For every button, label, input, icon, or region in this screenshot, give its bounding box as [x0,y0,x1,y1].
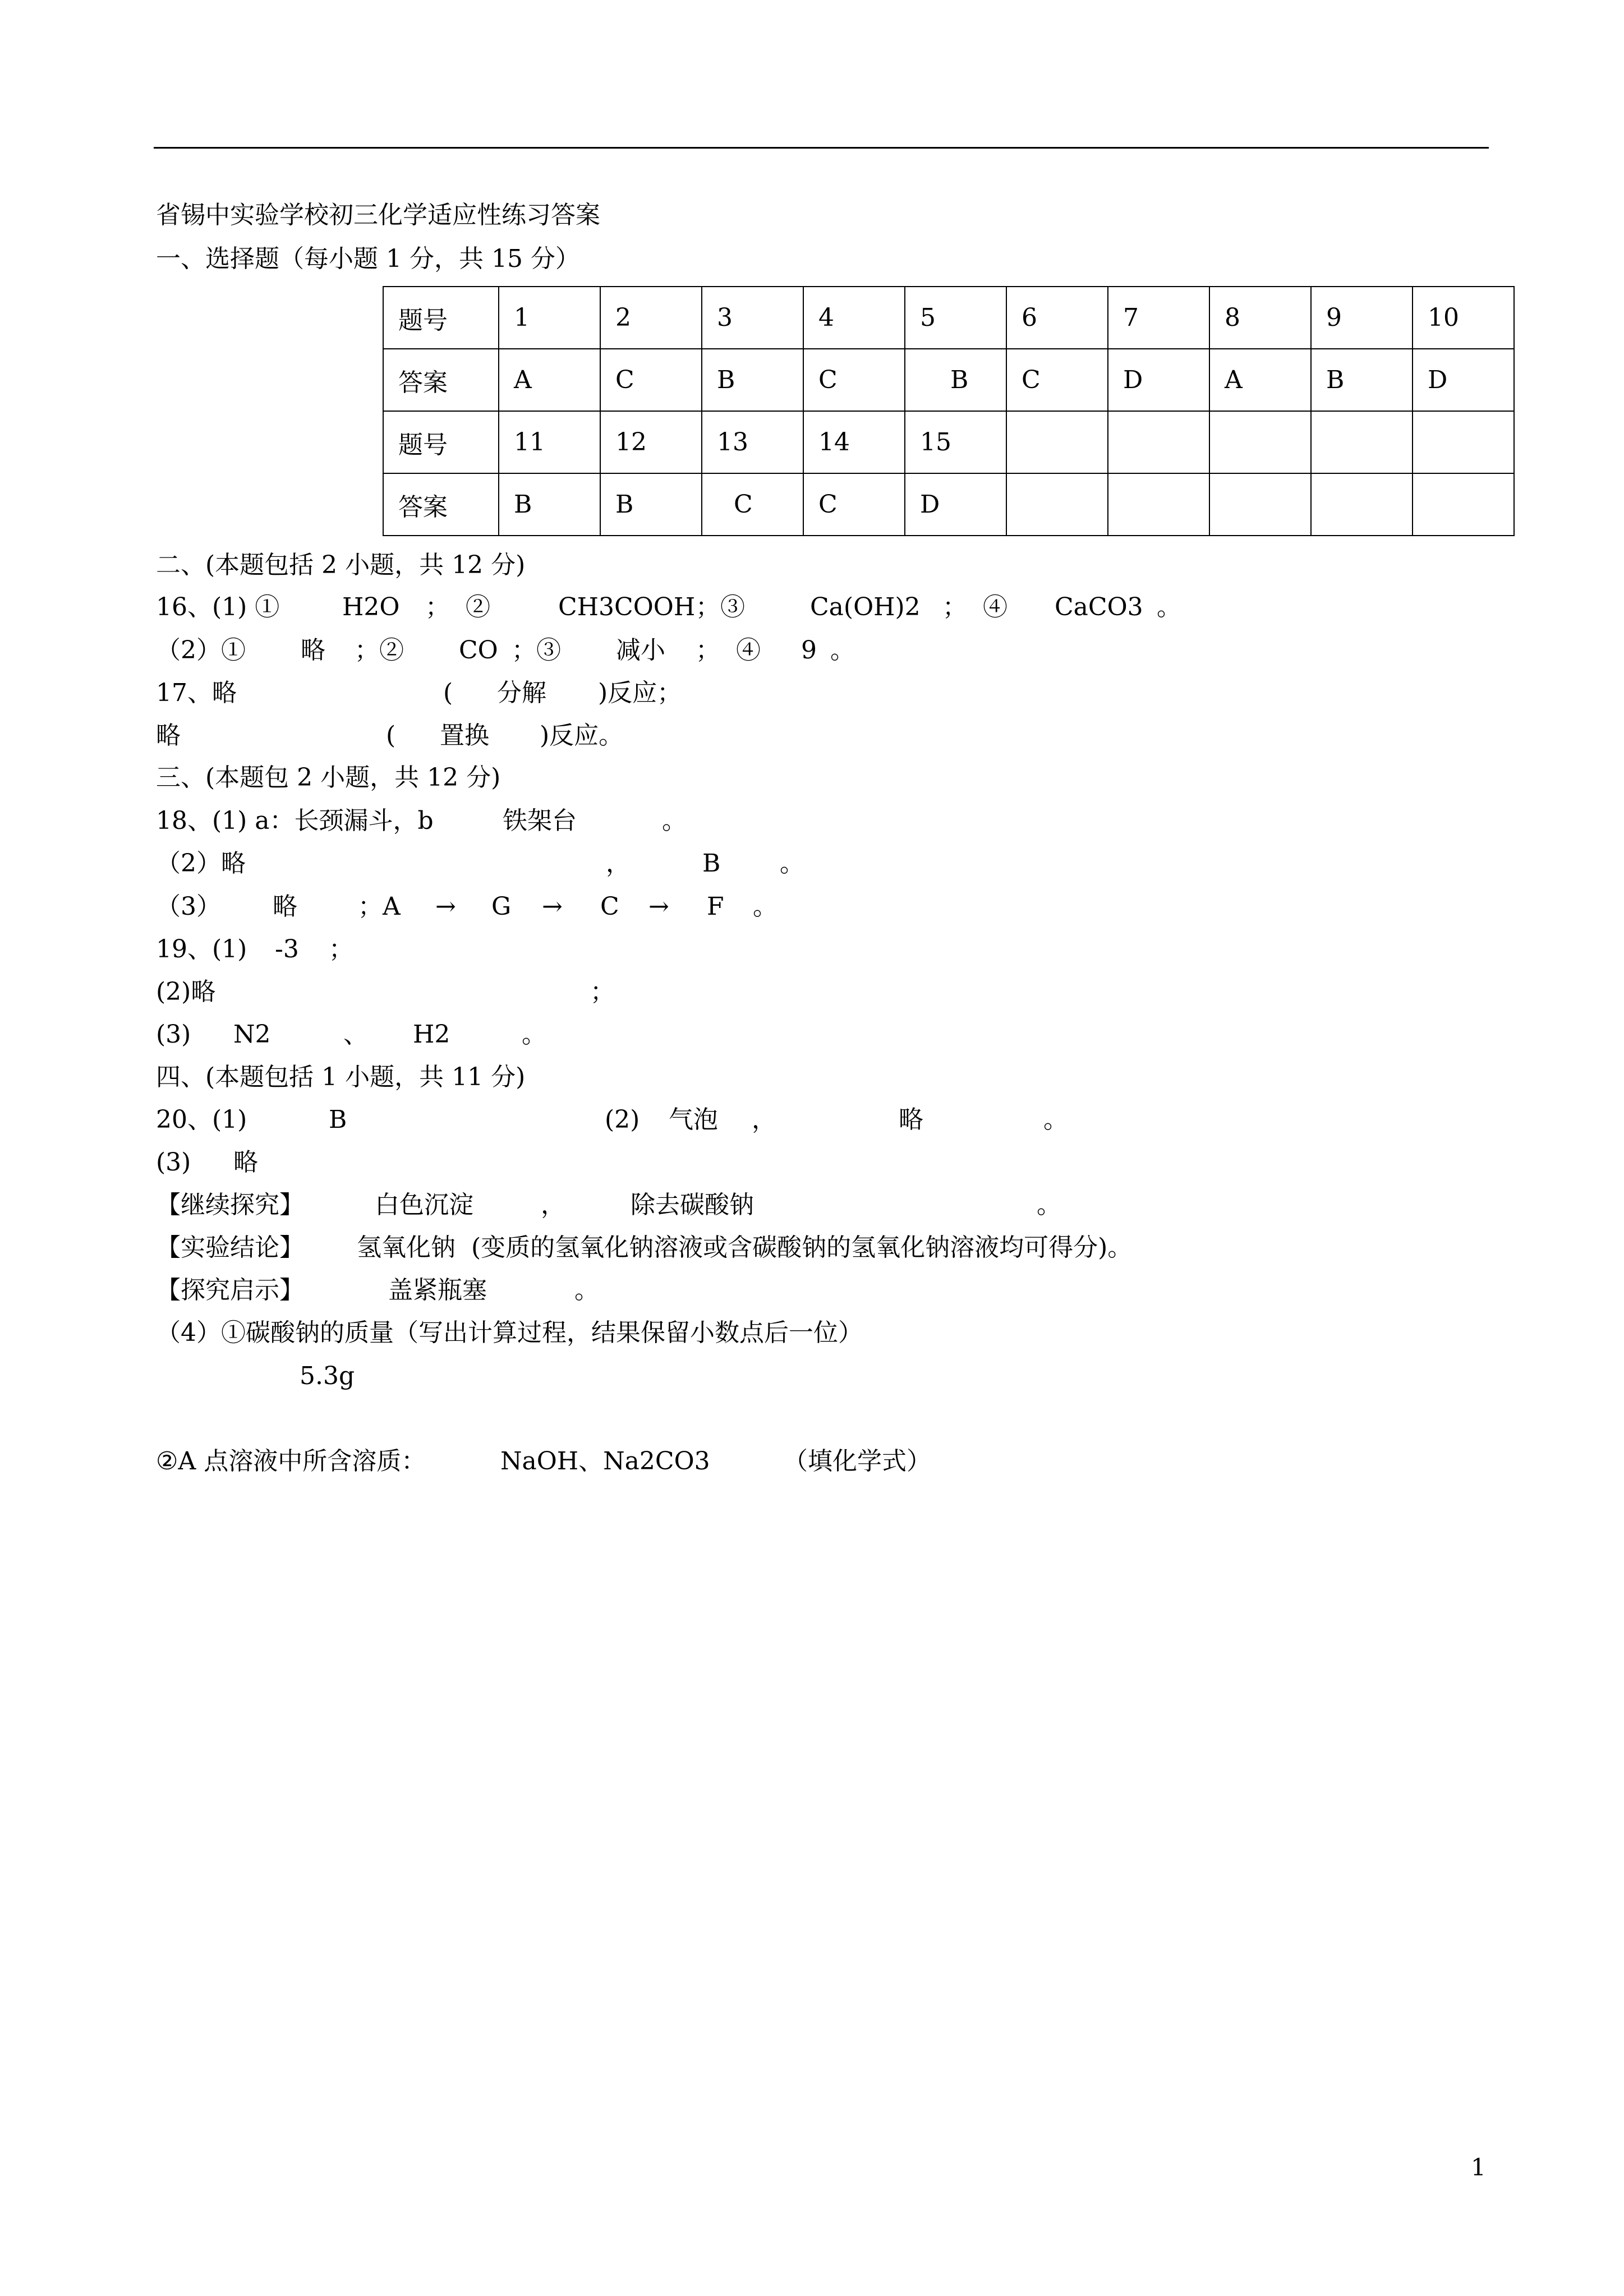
table-cell: B [600,473,702,536]
q16-2-answer4: 9 [801,636,817,665]
table-cell [1413,473,1514,536]
q16-1-answer3: Ca(OH)2 [810,593,921,621]
table-cell: 3 [702,287,803,349]
section3-heading: 三、(本题包 2 小题，共 12 分) [156,763,501,792]
q17-2-open: ( [386,721,396,750]
q20-4-answer: 5.3g [300,1362,355,1390]
row-label: 题号 [383,287,499,349]
continue-answer1: 白色沉淀 [375,1191,473,1219]
table-row [383,411,1514,473]
q20-2-answer2: 略 [899,1105,923,1134]
table-row [383,473,1514,536]
q16-2-answer1: 略 [301,636,325,665]
table-cell: B [1311,349,1413,411]
table-cell: 5 [905,287,1006,349]
table-cell: C [1006,349,1108,411]
table-cell [1209,411,1311,473]
answer-table [383,286,1515,536]
q18-2-answer: B [702,849,721,878]
table-cell: D [1108,349,1209,411]
q18-3-arrow2: → [542,892,563,921]
q18-3-end: 。 [753,892,778,921]
table-cell: 1 [499,287,600,349]
q17-2-prefix: 略 [156,721,181,750]
q20-2-end: 。 [1043,1105,1068,1134]
q18-3-sep: ；A [358,892,401,921]
conclusion-text: 氢氧化钠 (变质的氢氧化钠溶液或含碳酸钠的氢氧化钠溶液均可得分)。 [357,1233,1133,1262]
q20-4b-answer: NaOH、Na2CO3 [500,1447,710,1476]
q18-1-end: 。 [662,806,687,835]
q19-3-sep: 、 [343,1020,368,1049]
table-cell: 14 [803,411,905,473]
table-cell [1311,473,1413,536]
q16-1-sep3: ； ④ [942,593,1007,621]
q20-3-prefix: (3) [156,1148,191,1177]
table-cell [1006,411,1108,473]
continue-answer2: 除去碳酸钠 [631,1191,754,1219]
q16-2-end: 。 [830,636,855,665]
q17-1-close: )反应； [598,679,682,707]
q20-3-answer: 略 [233,1148,258,1177]
table-cell: D [1413,349,1514,411]
table-cell: C [803,349,905,411]
document-title: 省锡中实验学校初三化学适应性练习答案 [156,201,600,229]
section1-heading: 一、选择题（每小题 1 分，共 15 分） [156,245,580,273]
table-cell: B [499,473,600,536]
q19-2-end: ； [590,978,615,1006]
q18-3-prefix: （3） [156,892,221,921]
q20-4b-prefix: ②A 点溶液中所含溶质： [156,1447,426,1476]
q20-1-answer1: B [329,1105,347,1134]
row-label: 答案 [383,349,499,411]
q18-3-f: F [707,892,724,921]
q16-1-sep2: ；③ [696,593,745,621]
q20-2-label: (2) [605,1105,640,1134]
q19-1-answer: -3 [275,935,299,963]
q17-2-close: )反应。 [540,721,624,750]
table-cell: C [803,473,905,536]
table-cell: A [499,349,600,411]
section4-heading: 四、(本题包括 1 小题，共 11 分) [156,1063,526,1091]
table-cell: C [702,473,803,536]
q16-1-prefix: 16、(1) ① [156,593,280,621]
table-cell: 6 [1006,287,1108,349]
q19-3-end: 。 [522,1020,546,1049]
q19-3-answer1: N2 [233,1020,271,1049]
row-label: 题号 [383,411,499,473]
q16-2-answer3: 减小 [616,636,665,665]
table-cell: 4 [803,287,905,349]
q18-3-arrow3: → [648,892,669,921]
table-row [383,287,1514,349]
table-cell: 7 [1108,287,1209,349]
q18-2-prefix: （2）略 [156,849,246,878]
q20-2-answer: 气泡 [669,1105,718,1134]
q18-3-g: G [491,892,512,921]
table-cell [1209,473,1311,536]
table-cell [1311,411,1413,473]
q19-1-prefix: 19、(1) [156,935,247,963]
q18-3-c: C [600,892,619,921]
q16-1-answer1: H2O [342,593,400,621]
table-cell: A [1209,349,1311,411]
q18-1-prefix: 18、(1) a：长颈漏斗，b [156,806,434,835]
q19-2-prefix: (2)略 [156,978,216,1006]
table-cell: 9 [1311,287,1413,349]
continue-label: 【继续探究】 [156,1191,304,1219]
table-cell: 15 [905,411,1006,473]
q17-1-open: ( [443,679,453,707]
insight-answer: 盖紧瓶塞 [388,1276,487,1304]
continue-comma: ， [541,1191,565,1219]
q16-2-prefix: （2）① [156,636,246,665]
table-row [383,349,1514,411]
table-cell: C [600,349,702,411]
table-cell: B [905,349,1006,411]
section2-heading: 二、(本题包括 2 小题，共 12 分) [156,551,526,579]
table-cell [1413,411,1514,473]
q17-1-answer: 分解 [497,679,546,707]
table-cell [1108,411,1209,473]
row-label: 答案 [383,473,499,536]
q16-2-answer2: CO [459,636,498,665]
q16-1-sep1: ； ② [425,593,490,621]
q16-2-sep3: ； ④ [696,636,761,665]
q18-1-answer: 铁架台 [503,806,577,835]
table-cell: 13 [702,411,803,473]
q19-1-end: ； [329,935,353,963]
table-cell [1108,473,1209,536]
table-cell: 12 [600,411,702,473]
q18-2-comma: ， [606,849,631,878]
q16-2-sep1: ；② [355,636,404,665]
q19-3-answer2: H2 [413,1020,450,1049]
q19-3-prefix: (3) [156,1020,191,1049]
q18-3-arrow1: → [435,892,456,921]
table-cell: B [702,349,803,411]
q16-1-answer2: CH3COOH [558,593,696,621]
q17-2-answer: 置换 [440,721,489,750]
table-cell: 10 [1413,287,1514,349]
conclusion-label: 【实验结论】 [156,1233,304,1262]
q20-4-question: （4）①碳酸钠的质量（写出计算过程，结果保留小数点后一位） [156,1318,863,1347]
insight-end: 。 [574,1276,599,1304]
q18-2-end: 。 [780,849,804,878]
page-number: 1 [1471,2154,1486,2181]
q16-1-answer4: CaCO3 [1055,593,1143,621]
q16-2-sep2: ；③ [512,636,561,665]
table-cell: D [905,473,1006,536]
insight-label: 【探究启示】 [156,1276,304,1304]
q20-4b-note: （填化学式） [783,1447,931,1476]
q16-1-end: 。 [1157,593,1181,621]
q18-3-answer: 略 [273,892,297,921]
table-cell: 11 [499,411,600,473]
q20-2-comma: ， [752,1105,776,1134]
q20-1-prefix: 20、(1) [156,1105,247,1134]
header-rule [154,147,1489,149]
continue-end: 。 [1037,1191,1061,1219]
table-cell: 2 [600,287,702,349]
table-cell: 8 [1209,287,1311,349]
q17-1-prefix: 17、略 [156,679,237,707]
table-cell [1006,473,1108,536]
